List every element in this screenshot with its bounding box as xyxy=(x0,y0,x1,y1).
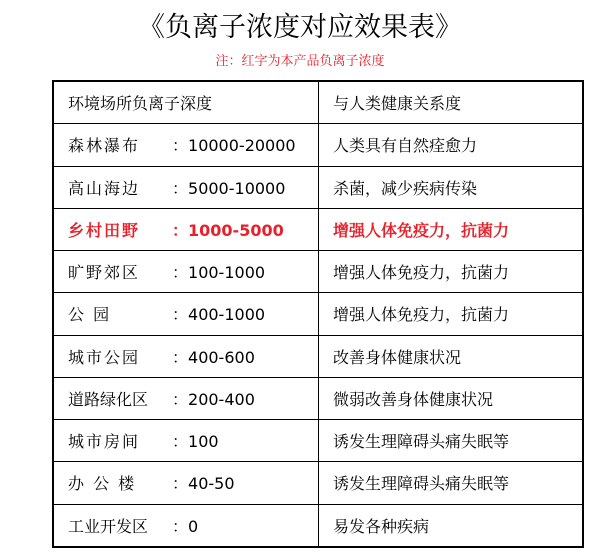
location-name: 高山海边 xyxy=(68,178,141,198)
table-row xyxy=(53,420,583,462)
location-name: 城市公园 xyxy=(68,347,141,367)
location-cell xyxy=(53,462,319,504)
health-effect-cell: 易发各种疾病 xyxy=(319,504,584,547)
location-cell xyxy=(53,504,319,547)
health-effect-cell: 改善身体健康状况 xyxy=(319,335,584,377)
table-row xyxy=(53,166,583,208)
ion-concentration-value: 5000-10000 xyxy=(188,178,286,198)
location-name: 旷野郊区 xyxy=(68,263,141,283)
ion-concentration-value: 400-600 xyxy=(188,347,255,367)
health-effect-cell: 诱发生理障碍头痛失眠等 xyxy=(319,420,584,462)
location-name: 道路绿化区 xyxy=(68,389,149,409)
colon-separator: ： xyxy=(172,178,189,198)
colon-separator: ： xyxy=(172,389,189,409)
location-name: 工业开发区 xyxy=(68,516,149,536)
health-effect-cell: 增强人体免疫力，抗菌力 xyxy=(319,293,584,335)
ion-concentration-value: 400-1000 xyxy=(188,305,266,325)
colon-separator: ： xyxy=(172,347,189,367)
health-effect-cell: 杀菌，减少疾病传染 xyxy=(319,166,584,208)
health-effect-cell: 人类具有自然痊愈力 xyxy=(319,124,584,166)
colon-separator: ： xyxy=(172,516,189,536)
location-name: 森林瀑布 xyxy=(68,136,141,156)
page-title: 《负离子浓度对应效果表》 xyxy=(138,12,462,43)
location-name: 办 公 楼 xyxy=(68,474,137,494)
table-row xyxy=(53,251,583,293)
colon-separator: ： xyxy=(172,220,189,240)
location-cell xyxy=(53,420,319,462)
location-cell xyxy=(53,124,319,166)
ion-effect-table xyxy=(52,80,584,548)
table-row xyxy=(53,462,583,504)
health-effect-cell: 诱发生理障碍头痛失眠等 xyxy=(319,462,584,504)
ion-concentration-value: 1000-5000 xyxy=(188,220,284,240)
location-cell xyxy=(53,293,319,335)
health-effect-cell: 增强人体免疫力，抗菌力 xyxy=(319,208,584,250)
ion-concentration-value: 200-400 xyxy=(188,389,255,409)
health-effect-cell: 增强人体免疫力，抗菌力 xyxy=(319,251,584,293)
ion-concentration-value: 40-50 xyxy=(188,474,235,494)
location-cell xyxy=(53,335,319,377)
location-cell xyxy=(53,377,319,419)
ion-concentration-value: 100-1000 xyxy=(188,263,266,283)
location-name: 城市房间 xyxy=(68,432,141,452)
header-health-column: 与人类健康关系度 xyxy=(319,81,584,124)
location-cell xyxy=(53,208,319,250)
colon-separator: ： xyxy=(172,263,189,283)
header-location-column: 环境场所负离子深度 xyxy=(53,81,319,124)
colon-separator: ： xyxy=(172,474,189,494)
location-cell xyxy=(53,166,319,208)
colon-separator: ： xyxy=(172,305,189,325)
location-cell xyxy=(53,251,319,293)
table-header-row xyxy=(53,81,583,124)
table-row xyxy=(53,377,583,419)
ion-concentration-value: 0 xyxy=(188,516,199,536)
red-text-note: 注：红字为本产品负离子浓度 xyxy=(215,54,385,69)
ion-concentration-value: 10000-20000 xyxy=(188,136,296,156)
colon-separator: ： xyxy=(172,432,189,452)
ion-concentration-value: 100 xyxy=(188,432,219,452)
location-name: 乡村田野 xyxy=(68,220,141,240)
table-row xyxy=(53,124,583,166)
colon-separator: ： xyxy=(172,136,189,156)
table-row xyxy=(53,208,583,250)
table-row xyxy=(53,335,583,377)
table-row xyxy=(53,504,583,547)
health-effect-cell: 微弱改善身体健康状况 xyxy=(319,377,584,419)
location-name: 公 园 xyxy=(68,305,112,325)
table-row xyxy=(53,293,583,335)
